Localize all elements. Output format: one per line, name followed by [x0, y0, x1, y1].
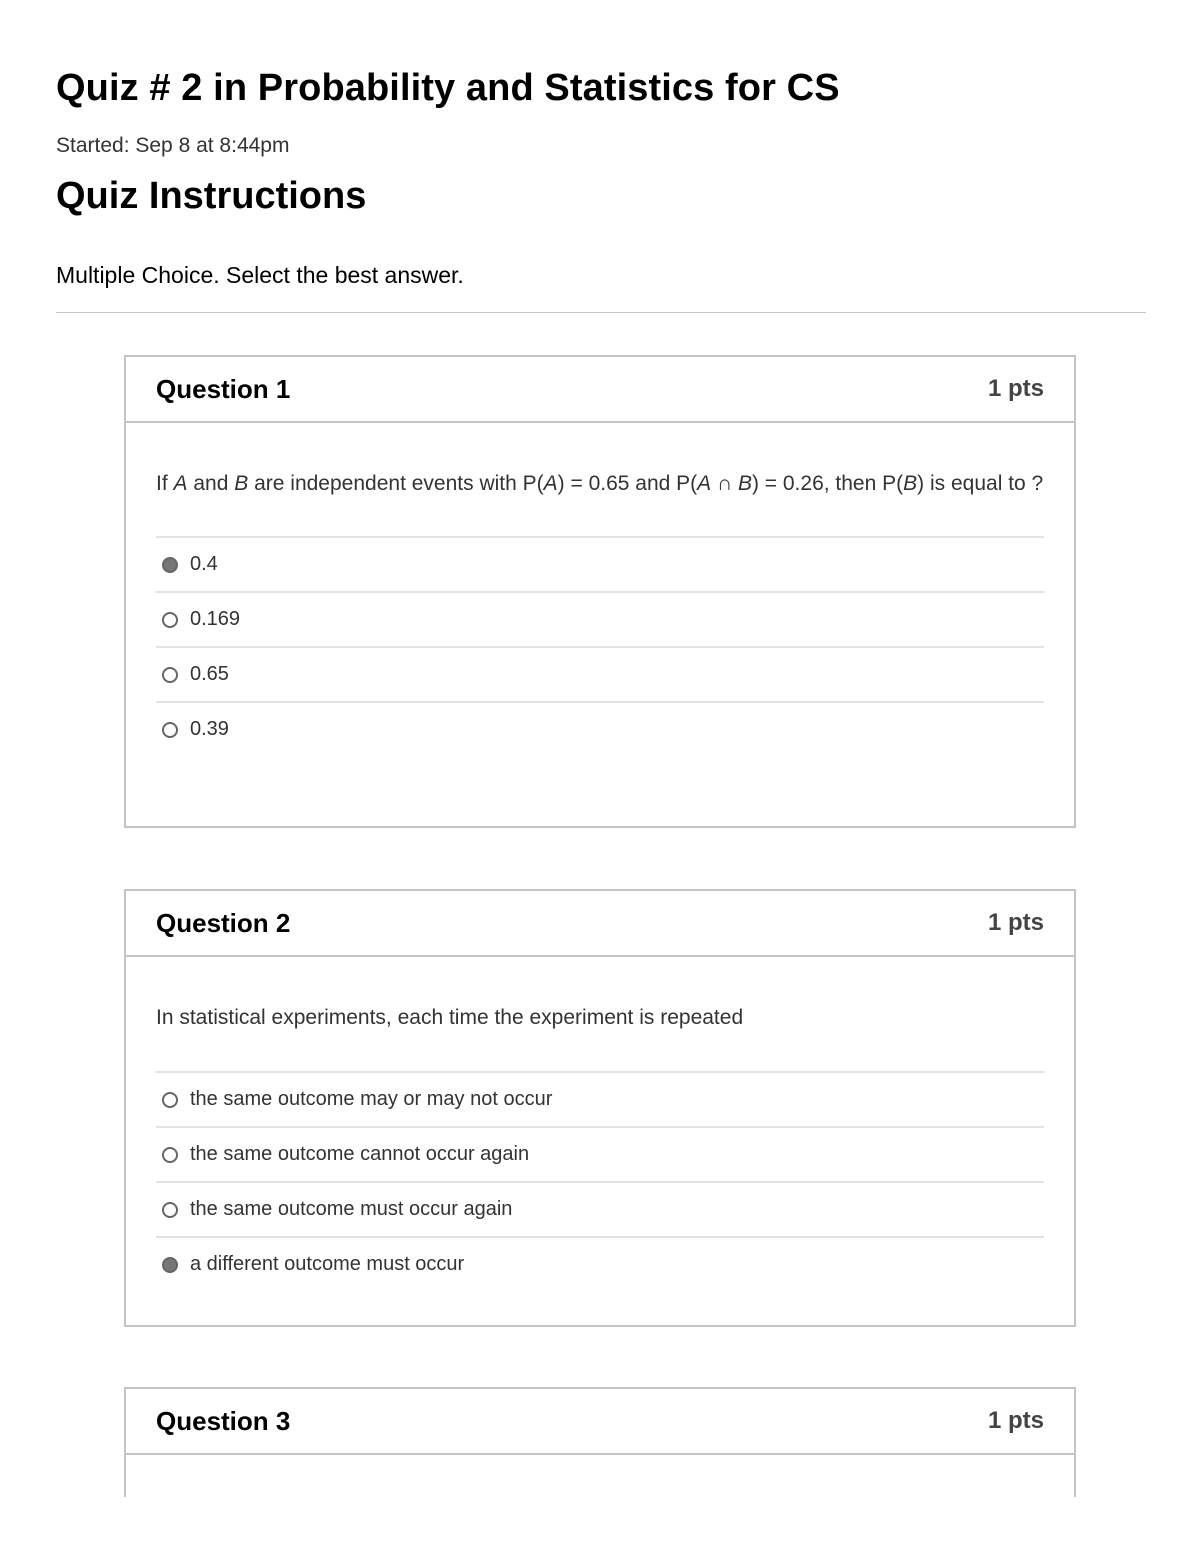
answer-option[interactable]: [156, 701, 1044, 756]
quiz-title: Quiz # 2 in Probability and Statistics for CS: [56, 67, 840, 109]
answer-label[interactable]: 0.39: [190, 718, 229, 740]
divider: [56, 312, 1146, 313]
answer-list: [156, 536, 1044, 756]
answer-label[interactable]: a different outcome must occur: [190, 1253, 465, 1275]
question-header: [126, 891, 1074, 957]
answer-label[interactable]: 0.4: [190, 553, 218, 575]
question-3: [124, 1387, 1076, 1507]
answer-label[interactable]: the same outcome must occur again: [190, 1198, 513, 1220]
question-title: Question 1: [156, 373, 291, 404]
answer-label[interactable]: the same outcome cannot occur again: [190, 1143, 530, 1165]
question-header: [126, 357, 1074, 423]
question-points: 1 pts: [987, 1407, 1044, 1434]
radio-icon[interactable]: [162, 612, 178, 628]
answer-option[interactable]: [156, 591, 1044, 646]
answer-option[interactable]: [156, 536, 1044, 591]
answer-option[interactable]: [156, 1236, 1044, 1291]
answer-label[interactable]: the same outcome may or may not occur: [190, 1088, 553, 1110]
question-title: Question 3: [156, 1405, 291, 1436]
question-points: 1 pts: [987, 909, 1044, 936]
radio-selected-icon[interactable]: [162, 557, 178, 573]
answer-option[interactable]: [156, 1071, 1044, 1126]
radio-icon[interactable]: [162, 1092, 178, 1108]
radio-icon[interactable]: [162, 667, 178, 683]
question-1: [124, 355, 1076, 828]
answer-list: [156, 1071, 1044, 1291]
started-timestamp: Started: Sep 8 at 8:44pm: [56, 134, 290, 157]
radio-selected-icon[interactable]: [162, 1257, 178, 1273]
question-points: 1 pts: [987, 375, 1044, 402]
question-text: In statistical experiments, each time the experiment is repeated: [156, 1006, 744, 1029]
radio-icon[interactable]: [162, 1147, 178, 1163]
instructions-text: Multiple Choice. Select the best answer.: [56, 262, 464, 288]
answer-option[interactable]: [156, 1126, 1044, 1181]
answer-label[interactable]: 0.169: [190, 608, 241, 630]
radio-icon[interactable]: [162, 722, 178, 738]
radio-icon[interactable]: [162, 1202, 178, 1218]
answer-option[interactable]: [156, 1181, 1044, 1236]
page-cutoff: [124, 1497, 1076, 1553]
question-2: [124, 889, 1076, 1327]
answer-label[interactable]: 0.65: [190, 663, 229, 685]
answer-option[interactable]: [156, 646, 1044, 701]
instructions-heading: Quiz Instructions: [56, 175, 367, 217]
question-text: If A and B are independent events with P(A) = 0.65 and P(A ∩ B) = 0.26, then P(B) is equal to ?: [156, 472, 1044, 495]
question-title: Question 2: [156, 907, 291, 938]
question-header: [126, 1389, 1074, 1455]
